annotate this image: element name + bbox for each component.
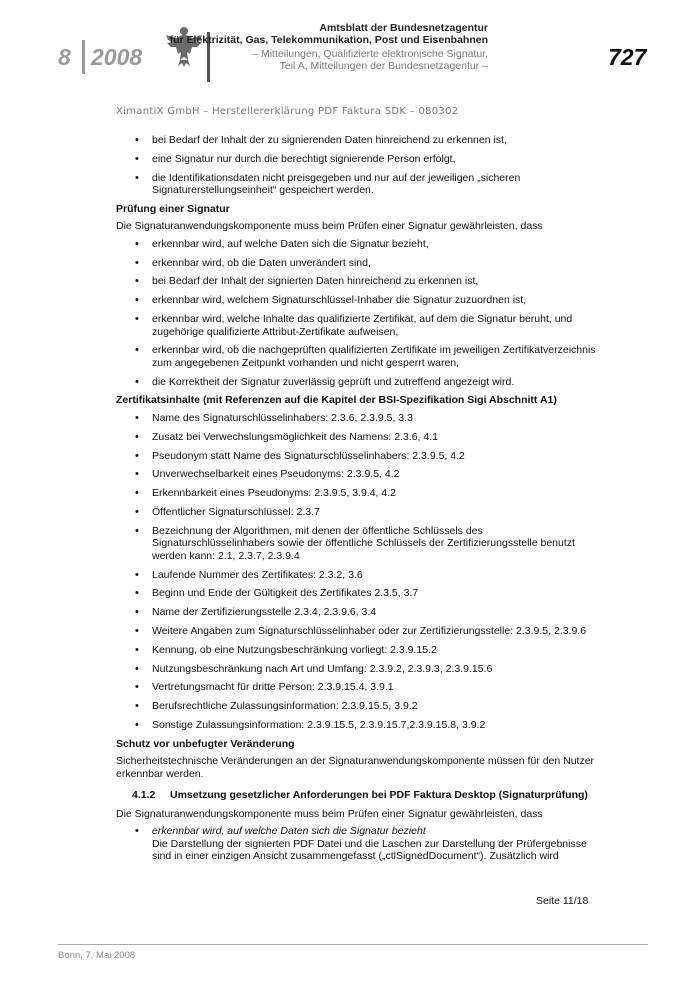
section-4-1-2-list xyxy=(116,825,600,863)
list-item: • Öffentlicher Signaturschlüssel: 2.3.7 xyxy=(116,506,600,519)
list-item: • Vertretungsmacht für dritte Person: 2.3.9.15.4, 3.9.1 xyxy=(116,681,600,694)
header-text xyxy=(158,22,488,72)
list-item: • bei Bedarf der Inhalt der zu signierenden Daten hinreichend zu erkennen ist, xyxy=(116,134,600,147)
list-item: • erkennbar wird, welchem Signaturschlüssel-Inhaber die Signatur zuzuordnen ist, xyxy=(116,294,600,307)
issue-year: 2008 xyxy=(91,44,143,70)
section-title: Umsetzung gesetzlicher Anforderungen bei PDF Faktura Desktop (Signaturprüfung) xyxy=(170,789,588,802)
schutz-text: Sicherheitstechnische Veränderungen an der Signaturanwendungskomponente müssen für den Nutzer erkennbar werden. xyxy=(116,755,595,780)
list-item: • erkennbar wird, ob die nachgeprüften qualifizierten Zertifikate im jeweiligen Zertifikatverzeichnis zum angegebenen Zeitpunkt vorhanden und nicht gesperrt waren, xyxy=(116,344,600,369)
header-subtitle-line2: Teil A, Mitteilungen der Bundesnetzagentur – xyxy=(279,60,488,72)
list-item: • Name des Signaturschlüsselinhabers: 2.3.6, 2.3.9.5, 3.3 xyxy=(116,412,600,425)
list-item-text: Die Darstellung der signierten PDF Datei und die Laschen zur Darstellung der Prüfergebnisse sind in einer einzigen Ansicht zusammengefasst („ctlSignedDocument“). Zusätzlich wird xyxy=(152,837,587,863)
section-4-1-2-intro: Die Signaturanwendungskomponente muss beim Prüfen einer Signatur gewährleisten, dass xyxy=(116,807,543,820)
list-item: • Beginn und Ende der Gültigkeit des Zertifikates 2.3.5, 3.7 xyxy=(116,587,600,600)
list-item-italic: • erkennbar wird, auf welche Daten sich die Signatur bezieht xyxy=(152,825,426,838)
list-item: • bei Bedarf der Inhalt der signierten Daten hinreichend zu erkennen ist, xyxy=(116,275,600,288)
list-item: • eine Signatur nur durch die berechtigt signierende Person erfolgt, xyxy=(116,153,600,166)
list-item: • Weitere Angaben zum Signaturschlüsselinhaber oder zur Zertifizierungsstelle: 2.3.9.5, 2.3.9.6 xyxy=(116,625,600,638)
list-item: • erkennbar wird, ob die Daten unverändert sind, xyxy=(116,257,600,270)
document-body xyxy=(116,134,600,869)
issue-divider xyxy=(82,40,85,74)
section-heading-pruefung: Prüfung einer Signatur xyxy=(116,202,230,215)
list-item: • die Korrektheit der Signatur zuverlässig geprüft und zutreffend angezeigt wird. xyxy=(116,376,600,389)
pruefung-list xyxy=(116,238,600,388)
list-item: • Pseudonym statt Name des Signaturschlüsselinhabers: 2.3.9.5, 4.2 xyxy=(116,450,600,463)
list-item: • erkennbar wird, welche Inhalte das qualifizierte Zertifikat, auf dem die Signatur beruht, und zugehörige qualifizierte Attribut-Zertifikate aufweisen, xyxy=(116,313,600,338)
list-item: • Kennung, ob eine Nutzungsbeschränkung vorliegt: 2.3.9.15.2 xyxy=(116,644,600,657)
list-item: • Berufsrechtliche Zulassungsinformation: 2.3.9.15.5, 3.9.2 xyxy=(116,700,600,713)
list-item: • Unverwechselbarkeit eines Pseudonyms: 2.3.9.5, 4.2 xyxy=(116,468,600,481)
section-heading-4-1-2 xyxy=(116,789,600,802)
running-header: XimantiX GmbH – Herstellererklärung PDF Faktura SDK – 080302 xyxy=(116,106,459,117)
header-title-line1: Amtsblatt der Bundesnetzagentur xyxy=(319,22,488,34)
section-heading-schutz: Schutz vor unbefugter Veränderung xyxy=(116,737,295,750)
list-item: • Nutzungsbeschränkung nach Art und Umfang: 2.3.9.2, 2.3.9.3, 2.3.9.15.6 xyxy=(116,663,600,676)
list-item: • Laufende Nummer des Zertifikates: 2.3.2, 3.6 xyxy=(116,569,600,582)
page-number: 727 xyxy=(608,44,647,70)
header-subtitle-line1: – Mitteilungen, Qualifizierte elektronische Signatur, xyxy=(252,48,488,60)
list-item xyxy=(116,825,600,863)
header-title-line2: für Elektrizität, Gas, Telekommunikation, Post und Eisenbahnen xyxy=(169,34,488,46)
page-header xyxy=(0,0,700,95)
footer-divider xyxy=(58,944,648,945)
list-item: • die Identifikationsdaten nicht preisgegeben und nur auf der jeweiligen „sicheren Signaturerstellungseinheit“ gespeichert werden. xyxy=(116,172,600,197)
page-label: Seite 11/18 xyxy=(536,895,589,907)
footer-date: Bonn, 7. Mai 2008 xyxy=(58,950,136,961)
list-item: • Bezeichnung der Algorithmen, mit denen der öffentliche Schlüssels des Signaturschlüsselinhabers sowie der öffentliche Schlüssels der Zertifizierungsstelle benutzt werden kann: 2.1, 2.3.7, 2.3.9.4 xyxy=(116,525,600,563)
issue-number: 8 xyxy=(58,44,71,70)
zertifikat-list xyxy=(116,412,600,731)
intro-list xyxy=(116,134,600,197)
section-heading-zertifikat: Zertifikatsinhalte (mit Referenzen auf die Kapitel der BSI-Spezifikation Sigi Abschnitt A1) xyxy=(116,394,557,407)
list-item: • Name der Zertifizierungsstelle 2.3.4, 2.3.9.6, 3.4 xyxy=(116,606,600,619)
section-number: 4.1.2 xyxy=(132,789,156,802)
pruefung-intro: Die Signaturanwendungskomponente muss beim Prüfen einer Signatur gewährleisten, dass xyxy=(116,220,543,233)
list-item: • Erkennbarkeit eines Pseudonyms: 2.3.9.5, 3.9.4, 4.2 xyxy=(116,487,600,500)
list-item: • erkennbar wird, auf welche Daten sich die Signatur bezieht, xyxy=(116,238,600,251)
list-item: • Zusatz bei Verwechslungsmöglichkeit des Namens: 2.3.6, 4.1 xyxy=(116,431,600,444)
list-item: • Sonstige Zulassungsinformation: 2.3.9.15.5, 2.3.9.15.7,2.3.9.15.8, 3.9.2 xyxy=(116,719,600,732)
